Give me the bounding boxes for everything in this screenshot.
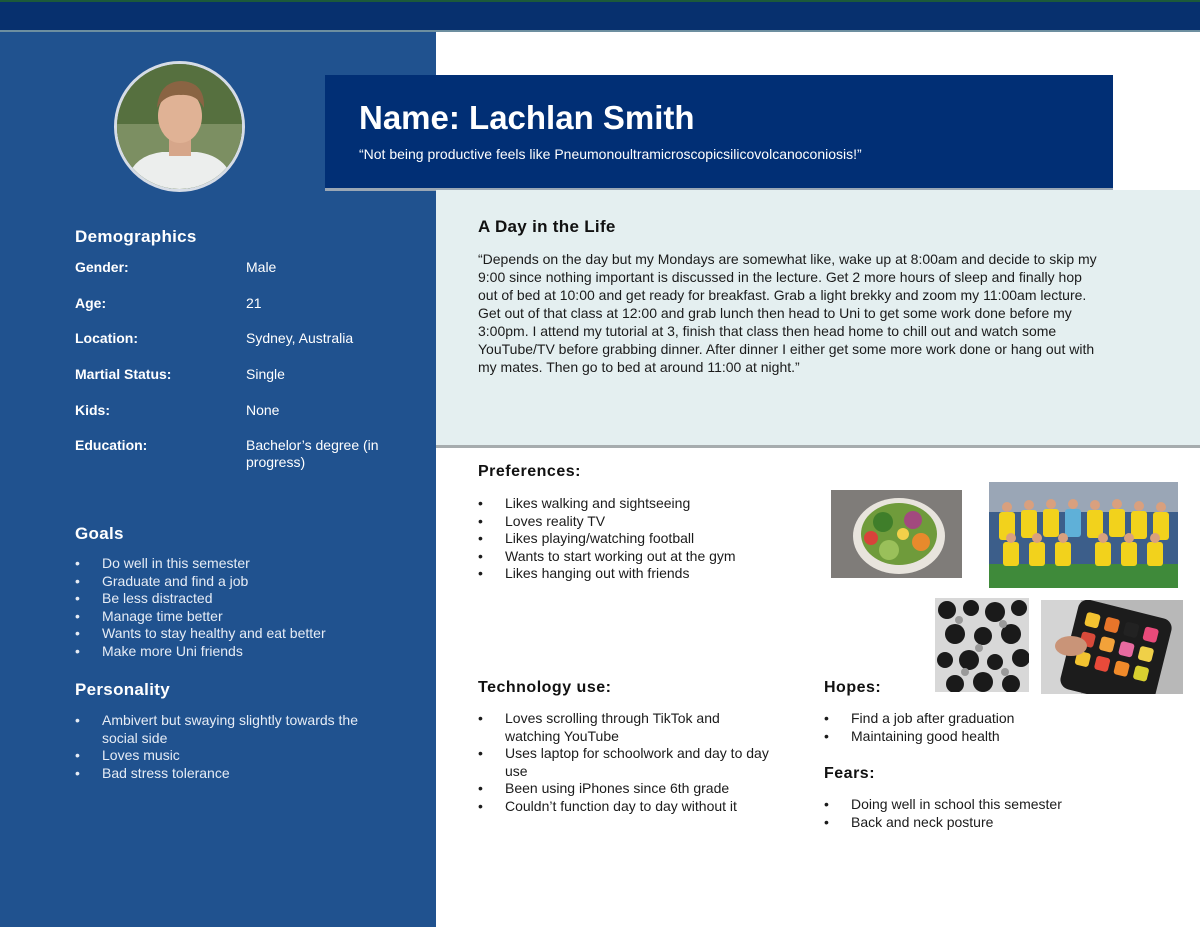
list-item: • Uses laptop for schoolwork and day to day use [478, 745, 776, 780]
demographics-label: Location: [75, 330, 138, 346]
list-item: • Doing well in school this semester [824, 796, 1124, 814]
salad-bowl-icon [831, 490, 962, 578]
food-bowl-photo [831, 490, 962, 578]
demographics-value: None [246, 402, 280, 418]
list-item: • Bad stress tolerance [75, 765, 390, 783]
preferences-list [478, 495, 808, 583]
list-item: • Likes walking and sightseeing [478, 495, 808, 513]
demographics-label: Martial Status: [75, 366, 172, 382]
list-item: • Back and neck posture [824, 814, 1124, 832]
technology-title: Technology use: [478, 679, 612, 696]
fears-list [824, 796, 1124, 831]
day-in-life-section [436, 190, 1200, 448]
goals-list [75, 555, 405, 661]
persona-quote: “Not being productive feels like Pneumonoultramicroscopicsilicovolcanoconiosis!” [359, 146, 862, 162]
name-banner [325, 75, 1113, 191]
list-item: • Graduate and find a job [75, 573, 405, 591]
demographics-label: Education: [75, 437, 148, 453]
list-item: • Make more Uni friends [75, 643, 405, 661]
football-team-photo [989, 482, 1178, 588]
demographics-value: Bachelor’s degree (in progress) [246, 437, 379, 470]
day-in-life-title: A Day in the Life [478, 217, 616, 236]
profile-photo [114, 61, 245, 192]
music-collage-icon [935, 598, 1029, 692]
list-item: • Been using iPhones since 6th grade [478, 780, 776, 798]
list-item: • Likes hanging out with friends [478, 565, 808, 583]
demographics-value: Sydney, Australia [246, 330, 354, 346]
music-collage-photo [935, 598, 1029, 692]
list-item: • Be less distracted [75, 590, 405, 608]
list-item: • Find a job after graduation [824, 710, 1124, 728]
fears-title: Fears: [824, 765, 876, 782]
smartphone-apps-icon [1041, 600, 1183, 694]
persona-name: Name: Lachlan Smith [359, 99, 695, 136]
hopes-list [824, 710, 1124, 745]
top-banner [0, 0, 1200, 32]
demographics-title: Demographics [75, 227, 197, 246]
list-item: • Maintaining good health [824, 728, 1124, 746]
list-item: • Loves music [75, 747, 390, 765]
list-item: • Manage time better [75, 608, 405, 626]
demographics-value: Single [246, 366, 285, 382]
demographics-label: Kids: [75, 402, 110, 418]
demographics-label: Age: [75, 295, 107, 311]
list-item: • Couldn’t function day to day without it [478, 798, 776, 816]
list-item: • Likes playing/watching football [478, 530, 808, 548]
list-item: • Wants to start working out at the gym [478, 548, 808, 566]
technology-list [478, 710, 776, 816]
goals-title: Goals [75, 524, 124, 543]
smartphone-photo [1041, 600, 1183, 694]
list-item: • Wants to stay healthy and eat better [75, 625, 405, 643]
personality-title: Personality [75, 680, 170, 699]
demographics-label: Gender: [75, 259, 129, 275]
football-team-icon [989, 482, 1178, 588]
day-in-life-text: “Depends on the day but my Mondays are somewhat like, wake up at 8:00am and decide to skip my 9:00 since nothing important is discussed in the lecture. Get 2 more hours of sleep and finally hop out of bed at 10:00 and get ready for breakfast. Grab a light brekky and zoom my 11:00am lecture. Get out of that class at 12:00 and grab lunch then head to Uni to get some work done before my 3:00pm. I attend my tutorial at 3, finish that class then head home to chill out and watch some YouTube/TV before grabbing dinner. After dinner I either get some more work done or hang out with my mates. Then go to bed at around 11:00 at night.” [478, 251, 1097, 375]
list-item: • Ambivert but swaying slightly towards the social side [75, 712, 390, 747]
personality-list [75, 712, 390, 782]
list-item: • Do well in this semester [75, 555, 405, 573]
demographics-value: Male [246, 259, 277, 275]
list-item: • Loves reality TV [478, 513, 808, 531]
person-portrait-icon [117, 64, 242, 189]
demographics-value: 21 [246, 295, 262, 311]
hopes-title: Hopes: [824, 679, 882, 696]
list-item: • Loves scrolling through TikTok and watching YouTube [478, 710, 776, 745]
preferences-title: Preferences: [478, 463, 581, 480]
